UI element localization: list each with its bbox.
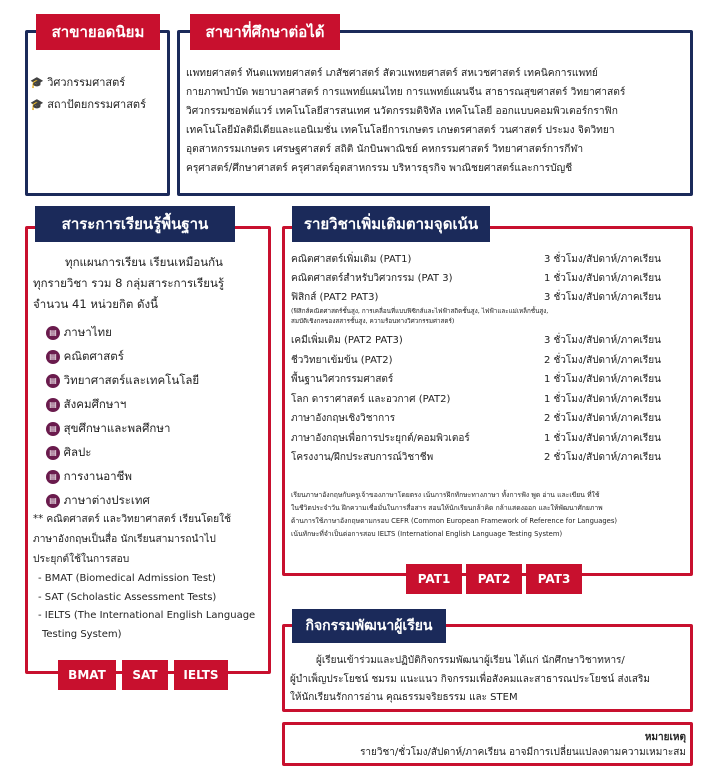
bmat-tag: BMAT — [58, 660, 116, 690]
test-item: - BMAT (Biomedical Admission Test) — [38, 573, 216, 584]
course-name: โครงงาน/ฝึกประสบการณ์วิชาชีพ — [291, 452, 434, 463]
course-row — [291, 252, 661, 271]
popular-major-label: สถาปัตยกรรมศาสตร์ — [47, 98, 146, 111]
core-intro-line: จำนวน 41 หน่วยกิต ดังนี้ — [33, 297, 158, 311]
english-note-line: เน้นทักษะที่จำเป็นต่อการสอบ IELTS (International English Language Testing System) — [291, 530, 563, 538]
course-hours: 2 ชั่วโมง/สัปดาห์/ภาคเรียน — [543, 452, 661, 463]
subject-label: วิทยาศาสตร์และเทคโนโลยี — [63, 373, 200, 387]
subject-label: คณิตศาสตร์ — [63, 349, 124, 363]
subject-item — [46, 344, 199, 368]
english-note — [291, 489, 687, 541]
core-note-line: ** คณิตศาสตร์ และวิทยาศาสตร์ เรียนโดยใช้ — [33, 514, 232, 525]
course-name: พื้นฐานวิศวกรรมศาสตร์ — [291, 374, 394, 385]
further-study-line: อุตสาหกรรมเกษตร เศรษฐศาสตร์ สถิติ นักบินพาณิชย์ คหกรรมศาสตร์ วิทยาศาสตร์การกีฬา — [186, 144, 584, 155]
physics-note — [291, 307, 661, 327]
course-row — [291, 290, 661, 307]
subject-item — [46, 416, 199, 440]
activities-line: ผู้เรียนเข้าร่วมและปฏิบัติกิจกรรมพัฒนาผู้เรียน ได้แก่ นักศึกษาวิชาทหาร/ — [316, 655, 625, 666]
popular-major-item — [30, 72, 146, 94]
course-name: คณิตศาสตร์เพิ่มเติม (PAT1) — [291, 254, 412, 265]
activities-line: ผู้บำเพ็ญประโยชน์ ชมรม แนะแนว กิจกรรมเพื่อสังคมและสาธารณประโยชน์ ส่งเสริม — [290, 673, 650, 685]
book-icon: ▤ — [46, 470, 60, 484]
course-name: ชีววิทยาเข้มข้น (PAT2) — [291, 354, 393, 366]
pat2-tag: PAT2 — [466, 564, 522, 594]
further-study-line: ครุศาสตร์/ศึกษาศาสตร์ ครุศาสตร์อุตสาหกรรม บริหารธุรกิจ พาณิชยศาสตร์และการบัญชี — [186, 163, 573, 174]
core-note — [33, 510, 267, 570]
pat3-tag: PAT3 — [526, 564, 582, 594]
core-intro-line: ทุกรายวิชา รวม 8 กลุ่มสาระการเรียนรู้ — [33, 276, 225, 290]
subject-label: การงานอาชีพ — [63, 469, 132, 483]
further-study-line: กายภาพบำบัด พยาบาลศาสตร์ การแพทย์แผนไทย การแพทย์แผนจีน สาธารณสุขศาสตร์ วิทยาศาสตร์ — [186, 87, 626, 98]
course-name: ภาษาอังกฤษเชิงวิชาการ — [291, 413, 396, 424]
course-name: คณิตศาสตร์สำหรับวิศวกรรม (PAT 3) — [291, 273, 453, 284]
book-icon: ▤ — [46, 398, 60, 412]
remark-title: หมายเหตุ — [644, 732, 686, 743]
course-hours: 3 ชั่วโมง/สัปดาห์/ภาคเรียน — [543, 254, 661, 265]
popular-majors-list — [30, 72, 146, 116]
pat1-tag: PAT1 — [406, 564, 462, 594]
further-study-text — [186, 64, 688, 178]
course-hours: 2 ชั่วโมง/สัปดาห์/ภาคเรียน — [543, 413, 661, 424]
subject-item — [46, 368, 199, 392]
course-list — [291, 252, 661, 470]
core-learning-title: สาระการเรียนรู้พื้นฐาน — [35, 206, 235, 242]
book-icon: ▤ — [46, 422, 60, 436]
subject-label: สังคมศึกษาฯ — [63, 397, 127, 411]
popular-major-label: วิศวกรรมศาสตร์ — [47, 76, 126, 89]
subject-label: ภาษาต่างประเทศ — [63, 493, 150, 507]
core-intro-line: ทุกแผนการเรียน เรียนเหมือนกัน — [65, 255, 223, 269]
course-name: โลก ดาราศาสตร์ และอวกาศ (PAT2) — [291, 393, 451, 405]
course-hours: 3 ชั่วโมง/สัปดาห์/ภาคเรียน — [543, 335, 661, 346]
course-row — [291, 411, 661, 431]
book-icon: ▤ — [46, 374, 60, 388]
subject-item — [46, 440, 199, 464]
further-study-line: แพทยศาสตร์ ทันตแพทยศาสตร์ เภสัชศาสตร์ สัตวแพทยศาสตร์ สหเวชศาสตร์ เทคนิคการแพทย์ — [186, 68, 598, 79]
book-icon: ▤ — [46, 446, 60, 460]
test-item: - SAT (Scholastic Assessment Tests) — [38, 591, 217, 603]
sat-tag: SAT — [122, 660, 168, 690]
course-hours: 1 ชั่วโมง/สัปดาห์/ภาคเรียน — [543, 374, 661, 385]
ielts-tag: IELTS — [174, 660, 228, 690]
course-row — [291, 271, 661, 290]
core-learning-intro — [33, 252, 267, 315]
course-row — [291, 450, 661, 470]
remark-body: รายวิชา/ชั่วโมง/สัปดาห์/ภาคเรียน อาจมีการเปลี่ยนแปลงตามความเหมาะสม — [360, 747, 686, 758]
subject-item — [46, 320, 199, 344]
english-note-line: ในชีวิตประจำวัน ฝึกความเชื่อมั่นในการสื่อสาร สอนให้นักเรียนกล้าคิด กล้าแสดงออก และให้พัฒนาศักยภาพ — [291, 504, 603, 512]
course-hours: 1 ชั่วโมง/สัปดาห์/ภาคเรียน — [543, 393, 661, 405]
physics-note-line: สมบัติเชิงกลของสสารชั้นสูง, ความร้อนทางวิศวกรรมศาสตร์) — [291, 318, 455, 325]
physics-note-line: (ฟิสิกส์คณิตศาสตร์ชั้นสูง, การเคลื่อนที่แบบฟิซิกส์และไฟฟ้าสถิตชั้นสูง, ไฟฟ้าและแม่เหล็กชั้นสูง, — [291, 308, 549, 315]
subject-item — [46, 464, 199, 488]
subject-item — [46, 392, 199, 416]
book-icon: ▤ — [46, 326, 60, 340]
further-study-line: วิศวกรรมซอฟต์แวร์ เทคโนโลยีสารสนเทศ นวัตกรรมดิจิทัล เทคโนโลยี ออกแบบคอมพิวเตอร์กราฟิก — [186, 106, 618, 117]
further-study-line: เทคโนโลยีมัลติมีเดียและแอนิเมชั่น เทคโนโลยีการเกษตร เกษตรศาสตร์ วนศาสตร์ ประมง จิตวิทยา — [186, 125, 615, 136]
course-name: ฟิสิกส์ (PAT2 PAT3) — [291, 292, 379, 303]
course-hours: 3 ชั่วโมง/สัปดาห์/ภาคเรียน — [543, 292, 661, 303]
course-row — [291, 431, 661, 451]
core-subject-list — [46, 320, 199, 512]
book-icon: ▤ — [46, 494, 60, 508]
core-note-line: ประยุกต์ใช้ในการสอบ — [33, 554, 130, 565]
subject-item — [46, 488, 199, 512]
course-hours: 1 ชั่วโมง/สัปดาห์/ภาคเรียน — [543, 273, 661, 284]
popular-major-item — [30, 94, 146, 116]
english-note-line: ด้านการใช้ภาษาอังกฤษตามกรอบ CEFR (Common European Framework of Reference for Languages) — [291, 517, 618, 525]
subject-label: ศิลปะ — [63, 445, 92, 459]
activities-line: ให้นักเรียนรักการอ่าน คุณธรรมจริยธรรม และ STEM — [290, 692, 518, 703]
course-row — [291, 372, 661, 392]
book-icon: ▤ — [46, 350, 60, 364]
graduation-cap-icon: 🎓 — [30, 98, 44, 111]
additional-courses-title: รายวิชาเพิ่มเติมตามจุดเน้น — [292, 206, 490, 242]
course-name: ภาษาอังกฤษเพื่อการประยุกต์/คอมพิวเตอร์ — [291, 432, 470, 444]
activities-text — [290, 652, 690, 708]
course-row — [291, 353, 661, 373]
course-name: เคมีเพิ่มเติม (PAT2 PAT3) — [291, 335, 403, 346]
test-item: Testing System) — [42, 628, 122, 640]
course-row — [291, 333, 661, 353]
subject-label: ภาษาไทย — [63, 325, 112, 339]
test-item: - IELTS (The International English Language — [38, 610, 256, 621]
subject-label: สุขศึกษาและพลศึกษา — [63, 421, 171, 435]
core-note-line: ภาษาอังกฤษเป็นสื่อ นักเรียนสามารถนำไป — [33, 534, 216, 545]
popular-majors-title: สาขายอดนิยม — [36, 14, 160, 50]
course-hours: 1 ชั่วโมง/สัปดาห์/ภาคเรียน — [543, 432, 661, 444]
core-test-list — [38, 570, 268, 644]
english-note-line: เรียนภาษาอังกฤษกับครูเจ้าของภาษาโดยตรง เน้นการฝึกทักษะทางภาษา ทั้งการฟัง พูด อ่าน และเขียน ที่ใช้ — [291, 491, 600, 499]
further-study-title: สาขาที่ศึกษาต่อได้ — [190, 14, 340, 50]
activities-title: กิจกรรมพัฒนาผู้เรียน — [292, 609, 446, 643]
graduation-cap-icon: 🎓 — [30, 76, 44, 89]
course-hours: 2 ชั่วโมง/สัปดาห์/ภาคเรียน — [543, 354, 661, 366]
remark-text — [288, 730, 686, 760]
course-row — [291, 392, 661, 412]
